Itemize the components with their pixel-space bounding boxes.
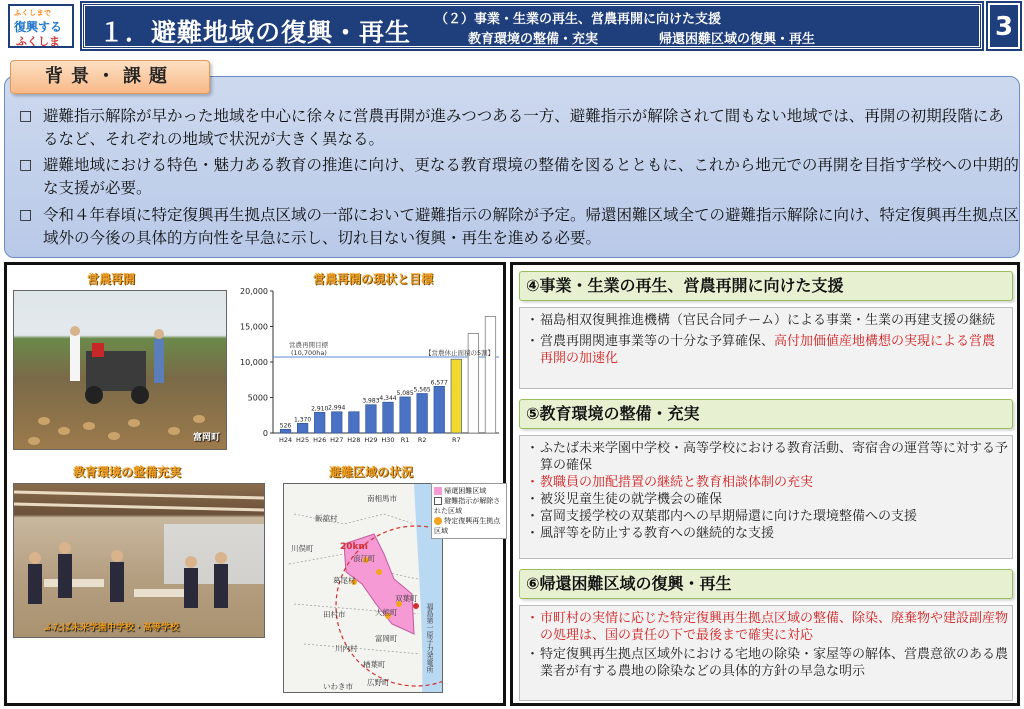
x-tick-label: H30 xyxy=(381,436,395,444)
y-tick-label: 10,000 xyxy=(240,358,268,367)
bar-value-label: 4,344 xyxy=(379,395,397,403)
bullet-dot: ・ xyxy=(526,526,540,541)
x-tick-label: R7 xyxy=(451,436,461,444)
bar-value-label: 5,565 xyxy=(413,386,431,394)
chart-bar xyxy=(383,402,394,433)
farming-chart xyxy=(237,285,505,455)
item-text: 被災児童生徒の就学機会の確保 xyxy=(540,492,723,507)
fukushima-logo xyxy=(8,4,74,48)
background-item-3 xyxy=(19,204,1019,250)
place-label: 大熊町 xyxy=(375,608,398,617)
school-photo xyxy=(13,483,265,638)
chart-bar xyxy=(314,412,325,433)
page-number: 3 xyxy=(988,3,1020,49)
place-label: 川内村 xyxy=(335,644,358,653)
background-item-2 xyxy=(19,154,1019,200)
place-label: 浪江町 xyxy=(353,554,376,563)
x-tick-label: H29 xyxy=(364,436,378,444)
checkbox-bullet-icon: □ xyxy=(19,157,33,173)
section-4-item-2 xyxy=(526,333,1008,367)
place-label: 田村市 xyxy=(323,610,346,619)
caption-chart: 営農再開の現状と目標 xyxy=(313,272,434,286)
item-text: 富岡支援学校の双葉郡内への早期帰還に向けた環境整備への支援 xyxy=(540,509,918,524)
chart-bar xyxy=(349,412,360,433)
legend-lifted-label: 避難指示が解除された区域 xyxy=(434,497,501,515)
place-label: 富岡町 xyxy=(375,634,398,643)
item-text: 営農再開関連事業等の十分な予算確保、 xyxy=(540,334,775,349)
page-header xyxy=(0,0,1024,52)
chart-bars xyxy=(280,317,496,433)
right-measures-panel xyxy=(510,262,1020,706)
legend-lifted xyxy=(434,496,504,516)
plant-marker xyxy=(413,603,419,609)
chart-bar xyxy=(331,412,342,433)
legend-restricted xyxy=(434,486,504,496)
section-5-item-2 xyxy=(526,474,1008,491)
evacuation-map xyxy=(283,483,443,693)
item-text: 福島相双復興推進機構（官民合同チーム）による事業・生業の再建支援の継続 xyxy=(540,313,996,328)
logo-line-2: 復興する xyxy=(14,20,63,34)
x-tick-label: H27 xyxy=(330,436,344,444)
left-photo-panel xyxy=(4,262,506,706)
farm-scene-illustration xyxy=(14,291,227,450)
background-item-text: 避難地域における特色・魅力ある教育の推進に向け、更なる教育環境の整備を図るとともに、これから地元での再開を目指す学校への中期的な支援が必要。 xyxy=(43,156,1019,197)
legend-reconstruction-label: 特定復興再生拠点区域 xyxy=(434,517,501,535)
section-5-item-4 xyxy=(526,508,1008,525)
bar-value-label: 5,085 xyxy=(396,389,414,397)
caption-map: 避難区域の状況 xyxy=(329,465,414,479)
place-label: 楢葉町 xyxy=(363,660,386,669)
section-4-title: ④事業・生業の再生、営農再開に向けた支援 xyxy=(519,271,1013,301)
bullet-dot: ・ xyxy=(526,611,540,626)
section-4-item-1 xyxy=(526,312,1008,329)
target-label: 営農再開目標 xyxy=(289,341,328,350)
bullet-dot: ・ xyxy=(526,334,540,349)
section-4-body xyxy=(519,307,1013,389)
section-5-title: ⑤教育環境の整備・充実 xyxy=(519,399,1013,429)
place-label: いわき市 xyxy=(323,682,353,691)
item-text: ふたば未来学園中学校・高等学校における教育活動、寄宿舎の運営等に対する予算の確保 xyxy=(540,441,1009,473)
x-tick-label: R2 xyxy=(417,436,427,444)
logo-line-3: ふくしま xyxy=(16,35,60,48)
x-tick-label: H25 xyxy=(296,436,310,444)
caption-farm: 営農再開 xyxy=(87,272,136,286)
section-6-item-2 xyxy=(526,646,1008,680)
item-text: 教職員の加配措置の継続と教育相談体制の充実 xyxy=(540,475,814,490)
section-6-item-1 xyxy=(526,610,1008,644)
x-tick-label: H24 xyxy=(278,436,293,444)
y-tick-label: 5000 xyxy=(247,393,268,403)
bullet-dot: ・ xyxy=(526,313,540,328)
chart-bar xyxy=(451,359,462,433)
legend-restricted-label: 帰還困難区域 xyxy=(444,487,487,495)
logo-line-1: ふくしまで xyxy=(14,9,52,17)
bullet-dot: ・ xyxy=(526,475,540,490)
radius-label: 20km xyxy=(340,542,368,552)
chart-bar xyxy=(366,405,377,433)
background-item-text: 令和４年春頃に特定復興再生拠点区域の一部において避難指示の解除が予定。帰還困難区域全ての避難指示解除に向け、特定復興再生拠点区域外の今後の具体的方向性を早急に示し、切れ目ない復興・再生を進める必要。 xyxy=(43,206,1019,247)
place-label: 南相馬市 xyxy=(367,494,397,503)
sub-title-1: （２）事業・生業の再生、営農再開に向けた支援 xyxy=(435,12,722,27)
chart-bar xyxy=(417,393,428,433)
section-5-item-1 xyxy=(526,440,1008,474)
target-note-label: 【営農休止面積の5割】 xyxy=(425,349,495,358)
bar-value-label: 2,910 xyxy=(311,405,329,413)
title-bar xyxy=(82,3,982,49)
sub-title-3: 帰還困難区域の復興・再生 xyxy=(659,32,816,47)
item-text: 市町村の実情に応じた特定復興再生拠点区域の整備、除染、廃棄物や建設副産物の処理は、国の責任の下で最後まで確実に対応 xyxy=(540,611,1009,643)
plant-label: 福島第一原子力発電所 xyxy=(426,603,434,673)
bar-value-label: 526 xyxy=(279,422,292,430)
target-value-label: (10,700ha) xyxy=(291,349,327,358)
place-label: 双葉町 xyxy=(395,594,418,603)
sub-title-2: 教育環境の整備・充実 xyxy=(468,32,599,47)
evacuation-map-drawing xyxy=(284,484,443,693)
place-label: 飯舘村 xyxy=(315,514,338,523)
chart-bar xyxy=(485,317,496,433)
x-tick-label: R1 xyxy=(400,436,410,444)
x-tick-label: H26 xyxy=(313,436,327,444)
section-5-item-5 xyxy=(526,525,1008,542)
item-text-emphasis: 高付加価値産地構想の実現による営農再開の加速化 xyxy=(540,334,996,366)
bar-value-label: 3,983 xyxy=(362,397,380,405)
background-item-text: 避難指示解除が早かった地域を中心に徐々に営農再開が進みつつある一方、避難指示が解除されて間もない地域では、再開の初期段階にあるなど、それぞれの地域で状況が大きく異なる。 xyxy=(43,107,1004,148)
checkbox-bullet-icon: □ xyxy=(19,207,33,223)
main-title: １．避難地域の復興・再生 xyxy=(99,18,412,47)
place-label: 葛尾村 xyxy=(333,576,356,585)
section-6-title: ⑥帰還困難区域の復興・再生 xyxy=(519,569,1013,599)
background-item-1 xyxy=(19,105,1019,151)
chart-bar xyxy=(280,429,291,433)
bullet-dot: ・ xyxy=(526,441,540,456)
section-5-item-3 xyxy=(526,491,1008,508)
chart-bar xyxy=(400,397,411,433)
classroom-illustration xyxy=(14,484,265,638)
photo-farm-label: 富岡町 xyxy=(192,433,220,443)
background-panel xyxy=(4,76,1020,258)
bar-value-label: 2,994 xyxy=(328,404,346,412)
chart-bar xyxy=(297,423,308,433)
checkbox-bullet-icon: □ xyxy=(19,108,33,124)
bullet-dot: ・ xyxy=(526,647,540,662)
legend-reconstruction xyxy=(434,516,504,536)
item-text: 特定復興再生拠点区域外における宅地の除染・家屋等の解体、営農意欲のある農業者が有する農地の除染などの具体的方針の早急な明示 xyxy=(540,647,1009,679)
y-tick-label: 0 xyxy=(262,429,268,438)
place-label: 広野町 xyxy=(367,678,390,687)
bar-value-label: 1,370 xyxy=(294,416,312,424)
x-tick-label: H28 xyxy=(347,436,361,444)
bar-value-label: 6,577 xyxy=(430,379,448,387)
chart-bar xyxy=(434,386,445,433)
y-tick-label: 20,000 xyxy=(240,287,268,296)
background-tag: 背景・課題 xyxy=(10,60,210,94)
bullet-dot: ・ xyxy=(526,492,540,507)
bullet-dot: ・ xyxy=(526,509,540,524)
y-tick-label: 15,000 xyxy=(240,322,268,332)
section-5-body xyxy=(519,435,1013,559)
section-6-body xyxy=(519,605,1013,701)
item-text: 風評等を防止する教育への継続的な支援 xyxy=(540,526,775,541)
map-legend xyxy=(431,483,507,539)
place-label: 川俣町 xyxy=(291,544,314,553)
photo-school-label: ふたば未来学園中学校・高等学校 xyxy=(44,623,180,633)
farm-photo xyxy=(13,290,227,450)
caption-school: 教育環境の整備充実 xyxy=(73,465,182,479)
